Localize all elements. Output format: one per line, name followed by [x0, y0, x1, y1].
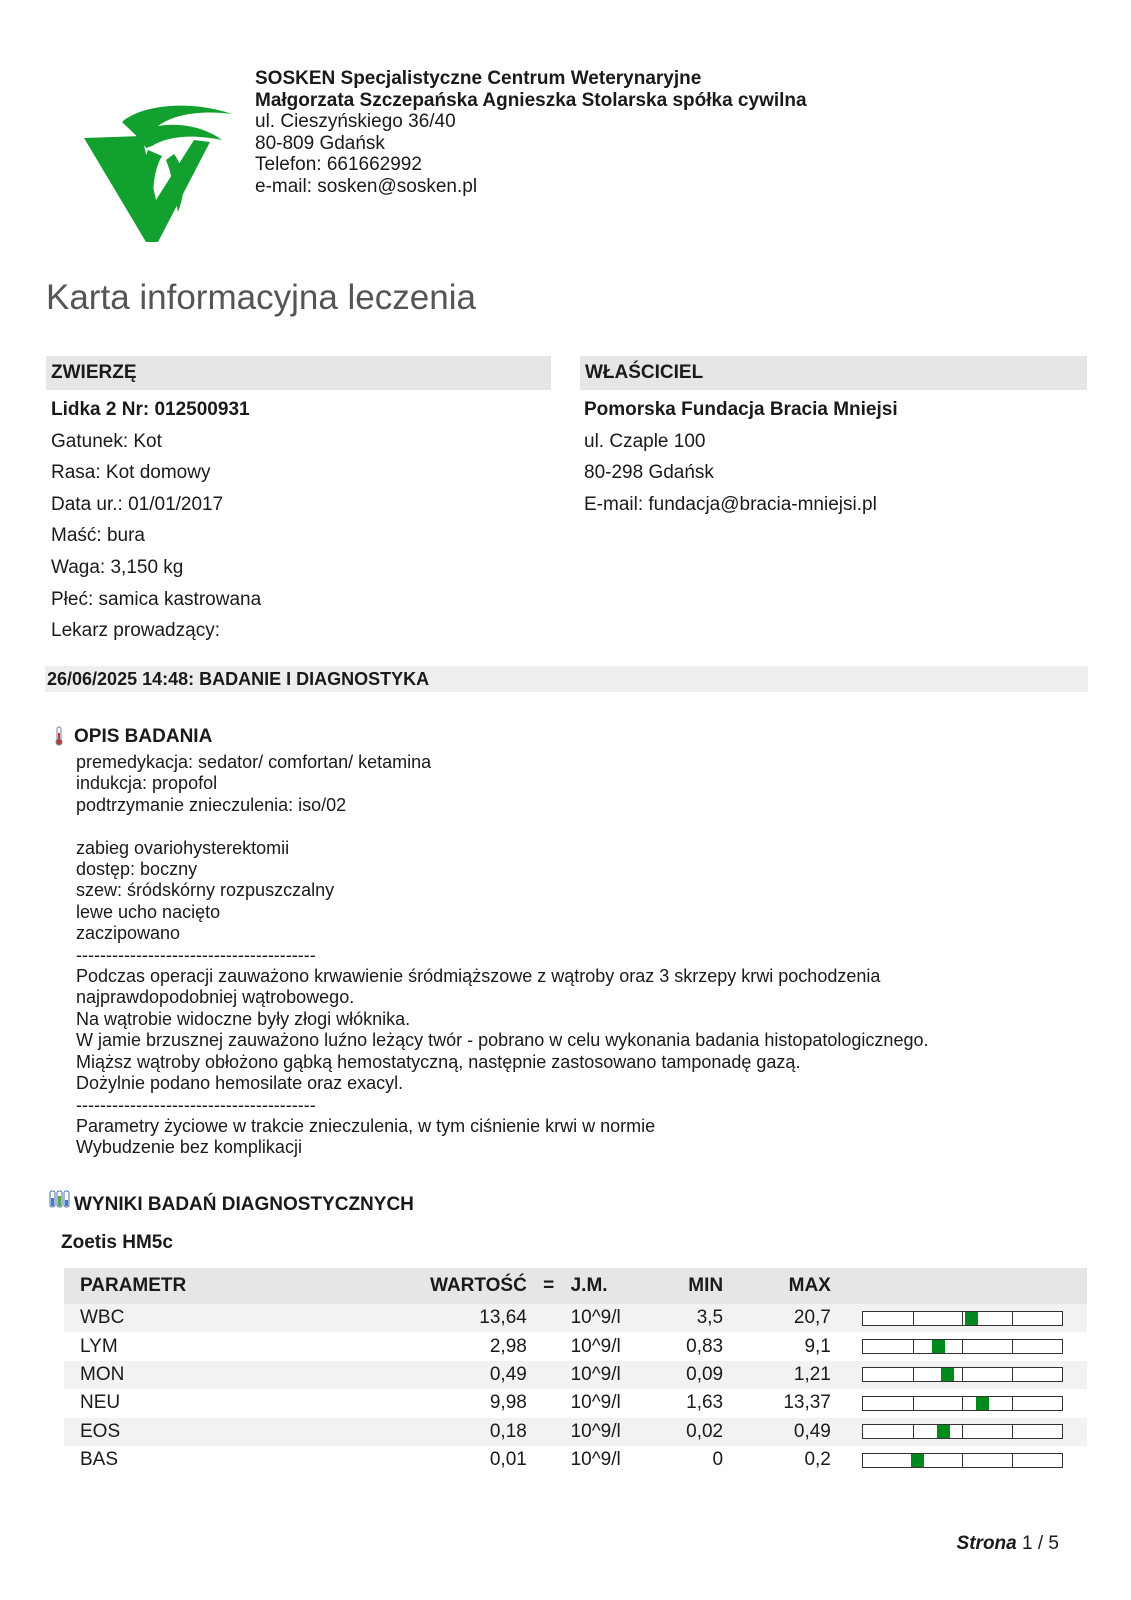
result-unit: 10^9/l [571, 1361, 665, 1389]
result-row [64, 1446, 1087, 1474]
animal-species: Gatunek: Kot [51, 430, 162, 452]
result-min: 0,02 [665, 1418, 723, 1446]
result-unit: 10^9/l [571, 1304, 665, 1332]
result-eq [527, 1332, 571, 1360]
result-row [64, 1389, 1087, 1417]
column-param: PARAMETR [64, 1268, 383, 1304]
animal-breed: Rasa: Kot domowy [51, 462, 211, 484]
range-bar [862, 1453, 1063, 1468]
clinic-email: e-mail: sosken@sosken.pl [255, 175, 478, 197]
result-eq [527, 1304, 571, 1332]
range-divider [1012, 1340, 1013, 1353]
page-label: Strona [956, 1533, 1017, 1554]
column-max: MAX [723, 1268, 831, 1304]
result-max: 0,2 [804, 1449, 831, 1471]
result-row [64, 1304, 1087, 1332]
result-param: NEU [80, 1392, 121, 1414]
test-tubes-icon [48, 1190, 70, 1210]
result-eq [527, 1361, 571, 1389]
page-title: Karta informacyjna leczenia [46, 278, 476, 317]
range-divider [913, 1340, 914, 1353]
result-row [64, 1361, 1087, 1389]
result-min: 0 [712, 1449, 724, 1471]
result-row [64, 1418, 1087, 1446]
range-divider [962, 1368, 963, 1381]
result-range [831, 1304, 1087, 1332]
clinic-phone: Telefon: 661662992 [255, 154, 422, 175]
result-param: BAS [80, 1449, 119, 1471]
result-param: WBC [64, 1304, 383, 1332]
animal-sex: Płeć: samica kastrowana [51, 588, 262, 610]
animal-vet: Lekarz prowadzący: [51, 620, 220, 642]
animal-dob: Data ur.: 01/01/2017 [51, 493, 224, 515]
description-header: OPIS BADANIA [74, 726, 213, 747]
result-max: 0,49 [723, 1418, 831, 1446]
result-min: 0,83 [686, 1335, 724, 1357]
animal-name: Lidka 2 Nr: 012500931 [51, 399, 250, 420]
range-marker [941, 1368, 954, 1381]
result-min: 0,09 [665, 1361, 723, 1389]
owner-street: ul. Czaple 100 [584, 430, 706, 452]
page-number: 1 [1022, 1533, 1033, 1554]
result-max: 13,37 [783, 1392, 831, 1414]
result-range [831, 1389, 1087, 1417]
range-divider [1012, 1368, 1013, 1381]
result-min: 3,5 [665, 1304, 723, 1332]
visit-description: premedykacja: sedator/ comfortan/ ketamina indukcja: propofol podtrzymanie znieczulenia: iso/02 zabieg ovariohysterektomii dostęp: boczny szew: śródskórny rozpuszczalny lewe ucho nacięto zaczipowano ---------------------------------------- Podczas operacji zauważono krwawienie śródmiąższowe z wątroby oraz 3 skrzepy krwi pochodzenia najprawdopodobniej wątrobowego. Na wątrobie widoczne były złogi włóknika. W jamie brzusznej zauważono luźno leżący twór - pobrano w celu wykonania badania histopatologicznego. Miąższ wątroby obłożono gąbką hemostatyczną, następnie zastosowano tamponadę gazą. Dożylnie podano hemosilate oraz exacyl. ---------------------------------------- Parametry życiowe w trakcie znieczulenia, w tym ciśnienie krwi w normie Wybudzenie bez komplikacji [76, 752, 929, 1158]
range-bar [862, 1424, 1063, 1439]
result-max: 20,7 [723, 1304, 831, 1332]
results-header: WYNIKI BADAŃ DIAGNOSTYCZNYCH [74, 1194, 414, 1215]
range-divider [1012, 1454, 1013, 1467]
clinic-street: ul. Cieszyńskiego 36/40 [255, 111, 456, 132]
clinic-logo [82, 100, 242, 248]
range-marker [976, 1397, 989, 1410]
animal-info [51, 394, 261, 647]
visit-header: 26/06/2025 14:48: BADANIE I DIAGNOSTYKA [45, 666, 1088, 692]
clinic-info [255, 68, 807, 197]
column-value: WARTOŚĆ [383, 1268, 527, 1304]
owner-info [584, 394, 898, 520]
range-bar [862, 1367, 1063, 1382]
result-row [64, 1332, 1087, 1360]
owner-name: Pomorska Fundacja Bracia Mniejsi [584, 399, 898, 420]
result-value: 0,49 [383, 1361, 527, 1389]
range-divider [1012, 1397, 1013, 1410]
result-value: 9,98 [489, 1392, 527, 1414]
range-divider [962, 1397, 963, 1410]
result-range [831, 1332, 1087, 1360]
range-divider [962, 1425, 963, 1438]
clinic-city: 80-809 Gdańsk [255, 132, 385, 154]
result-param: LYM [80, 1335, 118, 1357]
result-unit: 10^9/l [570, 1335, 621, 1357]
range-marker [965, 1312, 978, 1325]
thermometer-icon [53, 726, 65, 746]
page-footer [957, 1533, 1059, 1555]
results-table-header [64, 1268, 1087, 1304]
column-range [831, 1268, 1087, 1304]
result-eq [527, 1389, 571, 1417]
result-eq [527, 1418, 571, 1446]
result-value: 13,64 [383, 1304, 527, 1332]
range-bar [862, 1311, 1063, 1326]
result-range [831, 1361, 1087, 1389]
range-divider [913, 1425, 914, 1438]
result-param: EOS [64, 1418, 383, 1446]
result-eq [527, 1446, 571, 1474]
result-max: 1,21 [723, 1361, 831, 1389]
clinic-name: SOSKEN Specjalistyczne Centrum Weterynaryjne [255, 68, 702, 89]
result-range [831, 1446, 1087, 1474]
result-unit: 10^9/l [571, 1418, 665, 1446]
result-min: 1,63 [686, 1392, 724, 1414]
owner-section-header: WŁAŚCICIEL [580, 356, 1087, 390]
results-table [64, 1268, 1087, 1474]
range-divider [962, 1340, 963, 1353]
result-param: MON [64, 1361, 383, 1389]
owner-city: 80-298 Gdańsk [584, 462, 714, 484]
result-unit: 10^9/l [570, 1449, 621, 1471]
animal-color: Maść: bura [51, 525, 145, 547]
result-max: 9,1 [804, 1335, 831, 1357]
range-divider [913, 1368, 914, 1381]
column-unit: J.M. [571, 1268, 665, 1304]
range-bar [862, 1396, 1063, 1411]
range-divider [962, 1454, 963, 1467]
result-value: 2,98 [489, 1335, 527, 1357]
page-total: / 5 [1037, 1533, 1059, 1554]
range-divider [913, 1397, 914, 1410]
column-min: MIN [665, 1268, 723, 1304]
animal-weight: Waga: 3,150 kg [51, 556, 184, 578]
range-marker [937, 1425, 950, 1438]
range-divider [913, 1312, 914, 1325]
result-value: 0,18 [383, 1418, 527, 1446]
range-marker [911, 1454, 924, 1467]
range-divider [962, 1312, 963, 1325]
range-bar [862, 1339, 1063, 1354]
animal-section-header: ZWIERZĘ [46, 356, 551, 390]
range-divider [1012, 1312, 1013, 1325]
result-range [831, 1418, 1087, 1446]
clinic-owners: Małgorzata Szczepańska Agnieszka Stolarska spółka cywilna [255, 89, 807, 111]
result-value: 0,01 [489, 1449, 527, 1471]
result-unit: 10^9/l [570, 1392, 621, 1414]
lab-name: Zoetis HM5c [61, 1232, 173, 1253]
owner-email: E-mail: fundacja@bracia-mniejsi.pl [584, 493, 877, 515]
range-divider [1012, 1425, 1013, 1438]
range-marker [932, 1340, 945, 1353]
column-eq: = [527, 1268, 571, 1304]
